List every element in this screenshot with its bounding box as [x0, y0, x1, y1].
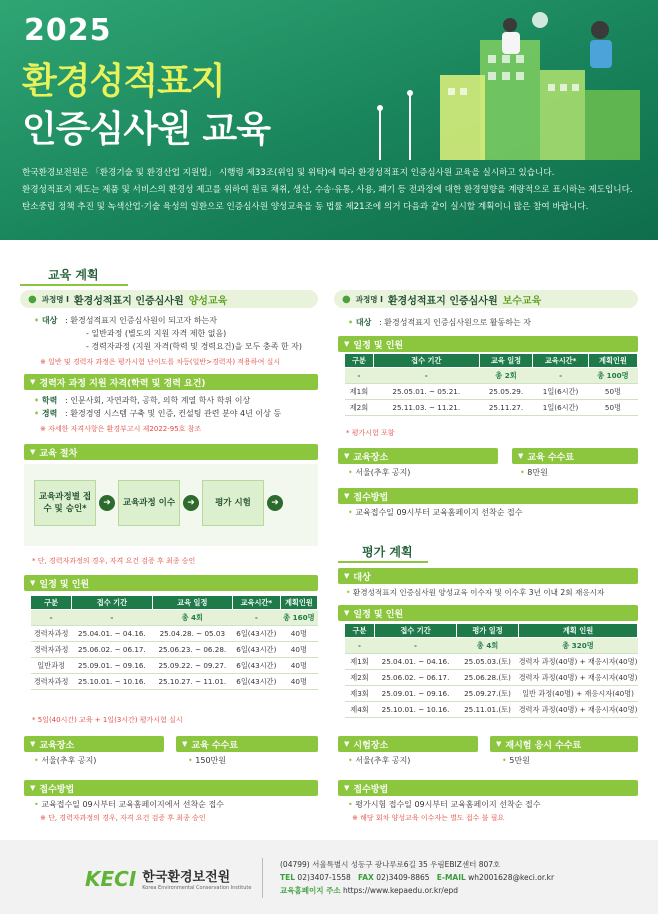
- course2-schedule-table: [344, 353, 638, 416]
- table-header: 교육시간*: [233, 596, 281, 610]
- step-complete: 교육과정 이수: [118, 480, 180, 526]
- org-logo: [85, 866, 251, 891]
- arrow-down-icon: ▼: [344, 784, 350, 792]
- place-tag: [338, 448, 498, 464]
- fee-tag: [512, 448, 638, 464]
- table-cell: 25.04.01. ~ 04.16.: [375, 654, 457, 670]
- exam-place-tag-label: 시험장소: [353, 740, 389, 751]
- section-heading-education: 교육 계획: [48, 268, 99, 282]
- target-line: - 일반과정 (별도의 지원 자격 제한 없음): [86, 329, 227, 338]
- target-label: 대상: [41, 316, 58, 325]
- intro-line: 환경성적표지 제도는 제품 및 서비스의 환경성 제고를 위하여 원료 채취, 생산, 수송·유통, 사용, 폐기 등 전과정에 대한 환경영향을 계량적으로 표시하는 제도입니다.: [22, 185, 633, 195]
- place-tag-label: 교육장소: [353, 452, 389, 463]
- target-label: 대상: [355, 318, 372, 327]
- title-line1: 환경성적표지: [22, 61, 225, 102]
- table-cell: 25.06.02. ~ 06.17.: [375, 670, 457, 686]
- green-city-illustration: [360, 0, 658, 160]
- step-apply: 교육과정별 접수 및 승인*: [34, 480, 96, 526]
- eval-apply-value: • 평가시험 접수일 09시부터 교육홈페이지 선착순 접수: [348, 800, 541, 809]
- apply-tag: [24, 780, 318, 796]
- eval-apply-tag: [338, 780, 638, 796]
- course-title: 환경성적표지 인증심사원: [387, 295, 498, 307]
- table-cell: 경력자 과정(40명) + 재응시자(40명): [519, 654, 638, 670]
- qual-tag-label: 경력자 과정 지원 자격(학력 및 경력 요건): [39, 378, 206, 389]
- table-cell: 1일(6시간): [533, 400, 589, 416]
- eval-target-tag: [338, 568, 638, 584]
- heading-underline: [20, 284, 128, 286]
- table-cell: 25.09.01. ~ 09.16.: [72, 658, 152, 674]
- arrow-down-icon: ▼: [496, 740, 502, 748]
- arrow-down-icon: ▼: [30, 448, 36, 456]
- table-cell: 총 2회: [479, 368, 533, 384]
- qual-career-label: 경력: [41, 409, 58, 418]
- fax: 02)3409-8865: [376, 873, 430, 882]
- course-title-bar: [334, 290, 638, 308]
- table-header: 구분: [345, 354, 374, 368]
- org-name: 한국환경보전원: [142, 870, 231, 885]
- table-row: [31, 610, 318, 626]
- heading-underline: [338, 561, 428, 563]
- eval-apply-note: ※ 해당 회차 양성교육 이수자는 별도 접수 불 필요: [352, 814, 505, 822]
- table-header: 접수 기간: [72, 596, 152, 610]
- arrow-down-icon: ▼: [518, 452, 524, 460]
- sched-note: * 평가시험 포함: [346, 429, 395, 437]
- table-cell: 6일(43시간): [233, 674, 281, 690]
- arrow-down-icon: ▼: [30, 378, 36, 386]
- proc-note: * 단, 경력자과정의 경우, 자격 요건 검증 후 최종 승인: [32, 557, 196, 565]
- table-cell: 6일(43시간): [233, 642, 281, 658]
- table-header: 교육시간*: [533, 354, 589, 368]
- arrow-down-icon: ▼: [30, 740, 36, 748]
- table-cell: 25.10.01. ~ 10.16.: [375, 702, 457, 718]
- course-title-bar: [20, 290, 318, 308]
- qual-block: • 학력 : 인문사회, 자연과학, 공학, 의학 계열 학사 학위 이상 • 경력 : 환경경영 시스템 구축 및 인증, 컨설팅 관련 분야 4년 이상 등: [34, 396, 282, 418]
- table-row: [31, 626, 318, 642]
- table-header: 구분: [31, 596, 72, 610]
- table-cell: 경력자과정: [31, 674, 72, 690]
- course-label: 과정명 I: [41, 294, 69, 304]
- arrow-down-icon: ▼: [344, 609, 350, 617]
- table-cell: -: [72, 610, 152, 626]
- table-row: [345, 400, 638, 416]
- eval-target-value: • 환경성적표지 인증심사원 양성교육 이수자 및 이수후 3년 이내 2회 재응시자: [346, 588, 605, 597]
- table-header: 평가 일정: [457, 624, 519, 638]
- course-title: 환경성적표지 인증심사원: [73, 295, 184, 307]
- arrow-right-icon: ➜: [183, 495, 199, 511]
- table-cell: 25.05.01. ~ 05.21.: [373, 384, 479, 400]
- table-cell: 경력자 과정(40명) + 재응시자(40명): [519, 670, 638, 686]
- table-cell: 25.09.01. ~ 09.16.: [375, 686, 457, 702]
- homepage-label: 교육홈페이지 주소: [280, 886, 341, 895]
- fee-text: 150만원: [195, 756, 226, 765]
- table-row: [345, 368, 638, 384]
- org-name-en: Korea Environmental Conservation Institute: [142, 885, 252, 891]
- table-row: [31, 642, 318, 658]
- table-cell: 총 320명: [519, 638, 638, 654]
- arrow-right-icon: ➜: [267, 495, 283, 511]
- proc-tag-label: 교육 절차: [39, 448, 78, 459]
- course-label: 과정명 I: [355, 294, 383, 304]
- leaf-icon: ●: [342, 293, 351, 305]
- table-cell: 6일(43시간): [233, 626, 281, 642]
- table-cell: 50명: [588, 400, 637, 416]
- address: (04799) 서울특별시 성동구 광나루로6길 35 우림EBIZ센터 807호: [280, 860, 501, 869]
- table-header: 계획인원: [280, 596, 317, 610]
- table-cell: 제3회: [345, 686, 375, 702]
- fee-tag: [176, 736, 318, 752]
- arrow-down-icon: ▼: [344, 452, 350, 460]
- place-value: • 서울(추후 공지): [34, 756, 97, 765]
- apply-text: 교육접수일 09시부터 교육홈페이지 선착순 접수: [355, 508, 523, 517]
- apply-value: • 교육접수일 09시부터 교육홈페이지 선착순 접수: [348, 508, 523, 517]
- qual-edu-label: 학력: [41, 396, 58, 405]
- title-line2: 인증심사원 교육: [22, 109, 270, 150]
- sched-tag-label: 일정 및 인원: [39, 579, 90, 590]
- apply-tag: [338, 488, 638, 504]
- table-cell: 40명: [280, 658, 317, 674]
- apply-note: ※ 단, 경력자과정의 경우, 자격 요건 검증 후 최종 승인: [40, 814, 206, 822]
- exam-place-value: • 서울(추후 공지): [348, 756, 411, 765]
- intro-text: [22, 165, 642, 216]
- table-cell: 총 160명: [280, 610, 317, 626]
- arrow-down-icon: ▼: [344, 572, 350, 580]
- apply-tag-label: 접수방법: [353, 492, 389, 503]
- qual-tag: [24, 374, 318, 390]
- fee-tag-label: 교육 수수료: [191, 740, 238, 751]
- fee-text: 8만원: [527, 468, 548, 477]
- table-row: [345, 670, 638, 686]
- place-tag-label: 교육장소: [39, 740, 75, 751]
- arrow-down-icon: ▼: [30, 784, 36, 792]
- step-exam: 평가 시험: [202, 480, 264, 526]
- table-cell: 25.06.28.(토): [457, 670, 519, 686]
- table-cell: 25.09.22. ~ 09.27.: [152, 658, 232, 674]
- table-cell: 6일(43시간): [233, 658, 281, 674]
- arrow-down-icon: ▼: [344, 492, 350, 500]
- intro-line: 한국환경보전원은 「환경기술 및 환경산업 지원법」 시행령 제33조(위임 및 위탁)에 따라 환경성적표지 인증심사원 교육을 실시하고 있습니다.: [22, 168, 555, 178]
- table-cell: 일반 과정(40명) + 재응시자(40명): [519, 686, 638, 702]
- logo-mark: KECI: [85, 866, 137, 891]
- table-header: 계획 인원: [519, 624, 638, 638]
- table-cell: 25.05.03.(토): [457, 654, 519, 670]
- footer: [0, 840, 658, 914]
- exam-place-text: 서울(추후 공지): [355, 756, 411, 765]
- course-type: 양성교육: [188, 295, 228, 307]
- table-cell: 25.04.01. ~ 04.16.: [72, 626, 152, 642]
- table-cell: 제1회: [345, 654, 375, 670]
- sched-note: * 5일(40시간) 교육 + 1일(3시간) 평가시험 실시: [32, 716, 183, 724]
- eval-target-tag-label: 대상: [353, 572, 371, 583]
- table-cell: -: [233, 610, 281, 626]
- fee-value: • 8만원: [520, 468, 548, 477]
- retest-fee-tag: [490, 736, 638, 752]
- retest-fee-tag-label: 재시험 응시 수수료: [505, 740, 582, 751]
- course-type: 보수교육: [502, 295, 542, 307]
- table-cell: -: [373, 368, 479, 384]
- table-cell: 제4회: [345, 702, 375, 718]
- table-header: 교육 일정: [479, 354, 533, 368]
- target-note: ※ 일반 및 경력자 과정은 평가시험 난이도를 차등(일반>경력자) 적용하여 실시: [40, 358, 281, 366]
- fee-value: • 150만원: [188, 756, 226, 765]
- place-value: • 서울(추후 공지): [348, 468, 411, 477]
- table-cell: 제1회: [345, 384, 374, 400]
- table-row: [345, 686, 638, 702]
- table-header: 교육 일정: [152, 596, 232, 610]
- qual-career: 환경경영 시스템 구축 및 인증, 컨설팅 관련 분야 4년 이상 등: [70, 409, 282, 418]
- table-cell: 1일(6시간): [533, 384, 589, 400]
- table-row: [345, 638, 638, 654]
- contact-info: [280, 858, 554, 897]
- target-line: 환경성적표지 인증심사원으로 활동하는 자: [384, 318, 531, 327]
- eval-sched-tag-label: 일정 및 인원: [353, 609, 404, 620]
- table-cell: -: [345, 638, 375, 654]
- table-cell: 40명: [280, 674, 317, 690]
- table-cell: -: [345, 368, 374, 384]
- table-cell: -: [375, 638, 457, 654]
- exam-place-tag: [338, 736, 478, 752]
- tel: 02)3407-1558: [297, 873, 351, 882]
- eval-apply-tag-label: 접수방법: [353, 784, 389, 795]
- table-header: 접수 기간: [373, 354, 479, 368]
- apply-value: • 교육접수일 09시부터 교육홈페이지에서 선착순 접수: [34, 800, 224, 809]
- eval-apply-text: 평가시험 접수일 09시부터 교육홈페이지 선착순 접수: [355, 800, 541, 809]
- qual-edu: 인문사회, 자연과학, 공학, 의학 계열 학사 학위 이상: [70, 396, 251, 405]
- target-line: 환경성적표지 인증심사원이 되고자 하는자: [70, 316, 217, 325]
- table-row: [31, 658, 318, 674]
- target-line: - 경력자과정 (지원 자격(학력 및 경력요건)을 모두 충족 한 자): [86, 342, 302, 351]
- place-tag: [24, 736, 164, 752]
- arrow-down-icon: ▼: [344, 340, 350, 348]
- table-cell: 제2회: [345, 400, 374, 416]
- course1-schedule-table: [30, 595, 318, 690]
- table-cell: 경력자 과정(40명) + 재응시자(40명): [519, 702, 638, 718]
- table-cell: 40명: [280, 626, 317, 642]
- table-cell: 제2회: [345, 670, 375, 686]
- arrow-right-icon: ➜: [99, 495, 115, 511]
- table-cell: 25.04.28. ~ 05.03: [152, 626, 232, 642]
- table-cell: 총 4회: [152, 610, 232, 626]
- retest-fee-text: 5만원: [509, 756, 530, 765]
- arrow-down-icon: ▼: [182, 740, 188, 748]
- table-header: 계획인원: [588, 354, 637, 368]
- table-cell: 25.11.27.: [479, 400, 533, 416]
- leaf-icon: ●: [28, 293, 37, 305]
- place-text: 서울(추후 공지): [355, 468, 411, 477]
- email-link[interactable]: wh2001628@keci.or.kr: [468, 873, 555, 882]
- table-cell: -: [533, 368, 589, 384]
- table-cell: 25.05.29.: [479, 384, 533, 400]
- year: 2025: [24, 13, 112, 48]
- sched-tag: [24, 575, 318, 591]
- table-header: 구분: [345, 624, 375, 638]
- table-cell: 일반과정: [31, 658, 72, 674]
- email-label: E-MAIL: [436, 873, 466, 882]
- eval-schedule-table: [344, 623, 638, 718]
- intro-line: 탄소중립 정책 추진 및 녹색산업·기술 육성의 일환으로 인증심사원 양성교육을 동 법률 제21조에 의거 다음과 같이 실시할 계획이니 많은 참여 바랍니다.: [22, 202, 589, 212]
- content-area: [0, 240, 658, 840]
- eval-sched-tag: [338, 605, 638, 621]
- hero-banner: [0, 0, 658, 240]
- table-cell: 40명: [280, 642, 317, 658]
- table-row: [31, 674, 318, 690]
- table-cell: 경력자과정: [31, 626, 72, 642]
- apply-tag-label: 접수방법: [39, 784, 75, 795]
- sched-tag: [338, 336, 638, 352]
- target-block: • 대상 : 환경성적표지 인증심사원으로 활동하는 자: [348, 318, 531, 327]
- table-row: [345, 384, 638, 400]
- qual-note: ※ 자세한 자격사항은 환경부고시 제2022-95호 참조: [40, 425, 202, 433]
- fee-tag-label: 교육 수수료: [527, 452, 574, 463]
- table-row: [345, 654, 638, 670]
- tel-label: TEL: [280, 873, 296, 882]
- table-cell: 25.10.27. ~ 11.01.: [152, 674, 232, 690]
- table-cell: 총 100명: [588, 368, 637, 384]
- table-header: 접수 기간: [375, 624, 457, 638]
- table-cell: 경력자과정: [31, 642, 72, 658]
- fax-label: FAX: [357, 873, 374, 882]
- proc-tag: [24, 444, 318, 460]
- eval-target-text: 환경성적표지 인증심사원 양성교육 이수자 및 이수후 3년 이내 2회 재응시자: [352, 588, 605, 597]
- footer-divider: [262, 858, 263, 898]
- table-cell: 50명: [588, 384, 637, 400]
- arrow-down-icon: ▼: [344, 740, 350, 748]
- table-cell: 25.06.23. ~ 06.28.: [152, 642, 232, 658]
- place-text: 서울(추후 공지): [41, 756, 97, 765]
- sched-tag-label: 일정 및 인원: [353, 340, 404, 351]
- section-heading-evaluation: 평가 계획: [362, 545, 413, 559]
- apply-text: 교육접수일 09시부터 교육홈페이지에서 선착순 접수: [41, 800, 224, 809]
- retest-fee-value: • 5만원: [502, 756, 530, 765]
- table-cell: 총 4회: [457, 638, 519, 654]
- table-cell: 25.10.01. ~ 10.16.: [72, 674, 152, 690]
- table-cell: 25.06.02. ~ 06.17.: [72, 642, 152, 658]
- table-cell: -: [31, 610, 72, 626]
- table-cell: 25.09.27.(토): [457, 686, 519, 702]
- homepage-link[interactable]: https://www.kepaedu.or.kr/epd: [342, 886, 458, 895]
- target-block: • 대상 : 환경성적표지 인증심사원이 되고자 하는자 - 일반과정 (별도의 지원 자격 제한 없음) - 경력자과정 (지원 자격(학력 및 경력요건)을 모두 충족 한 자): [34, 316, 302, 351]
- table-cell: 25.11.03. ~ 11.21.: [373, 400, 479, 416]
- table-row: [345, 702, 638, 718]
- table-cell: 25.11.01.(토): [457, 702, 519, 718]
- arrow-down-icon: ▼: [30, 579, 36, 587]
